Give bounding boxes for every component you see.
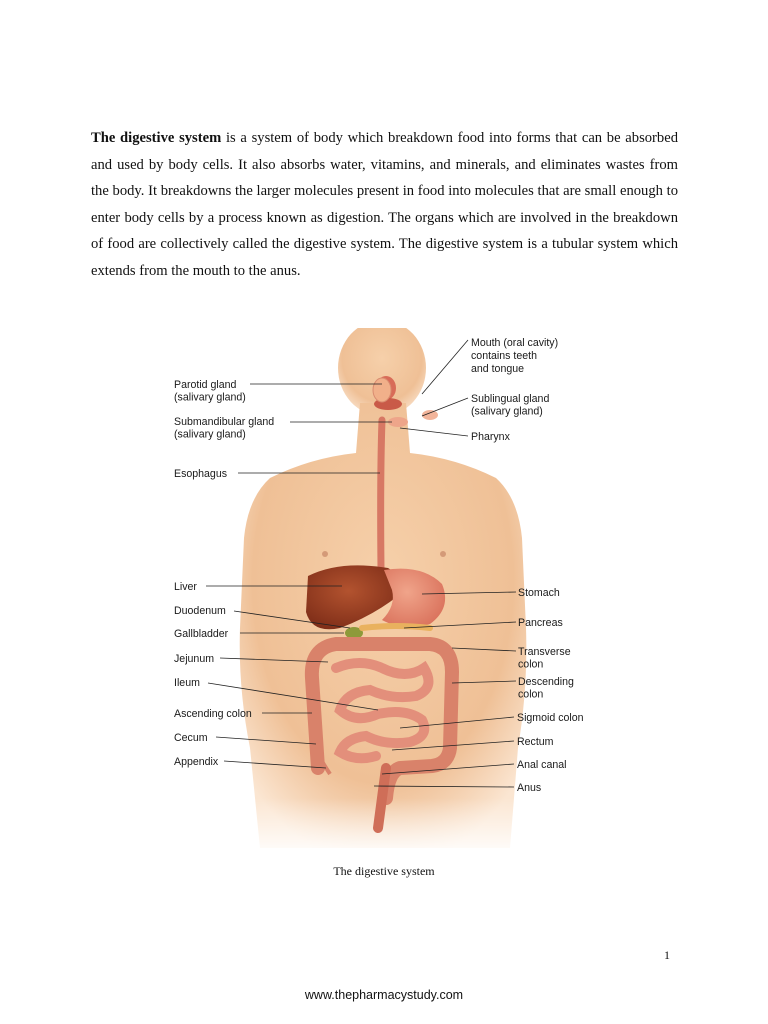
label-jejunum: Jejunum [174,653,215,665]
label-descending-colon: Descending colon [518,676,574,701]
intro-paragraph [91,125,678,285]
label-submandibular-gland: Submandibular gland (salivary gland) [174,416,275,441]
footer-url: www.thepharmacystudy.com [304,988,464,1002]
label-stomach: Stomach [518,587,560,599]
intro-term: The digestive system [91,130,222,146]
anatomy-illustration [160,328,600,858]
label-transverse-colon: Transverse colon [518,646,571,671]
label-pharynx: Pharynx [471,431,510,443]
page-number: 1 [664,948,670,962]
label-cecum: Cecum [174,732,208,744]
intro-text: is a system of body which breakdown food into forms that can be absorbed and used by body cells. It also absorbs water, vitamins, and minerals, and eliminates wastes from the body. It breakdowns the larger molecules present in food into molecules that are small enough to enter body cells by a process known as digestion. The organs which are involved in the breakdown of food are collectively called the digestive system. The digestive system is a tubular system which extends from the mouth to the anus. [91,130,678,279]
label-ascending-colon: Ascending colon [174,708,252,720]
label-mouth: Mouth (oral cavity) contains teeth and tongue [471,337,559,375]
figure-caption: The digestive system [333,864,435,878]
label-ileum: Ileum [174,677,200,689]
label-pancreas: Pancreas [518,617,563,629]
label-gallbladder: Gallbladder [174,628,229,640]
label-parotid-gland: Parotid gland (salivary gland) [174,379,246,404]
label-sublingual-gland: Sublingual gland (salivary gland) [471,393,550,418]
label-sigmoid-colon: Sigmoid colon [517,712,584,724]
label-rectum: Rectum [517,736,554,748]
label-duodenum: Duodenum [174,605,226,617]
label-esophagus: Esophagus [174,468,228,480]
esophagus-shape [381,420,382,568]
label-anal-canal: Anal canal [517,759,567,771]
label-anus: Anus [517,782,542,794]
label-appendix: Appendix [174,756,219,768]
label-liver: Liver [174,581,197,593]
digestive-system-figure [160,328,600,858]
